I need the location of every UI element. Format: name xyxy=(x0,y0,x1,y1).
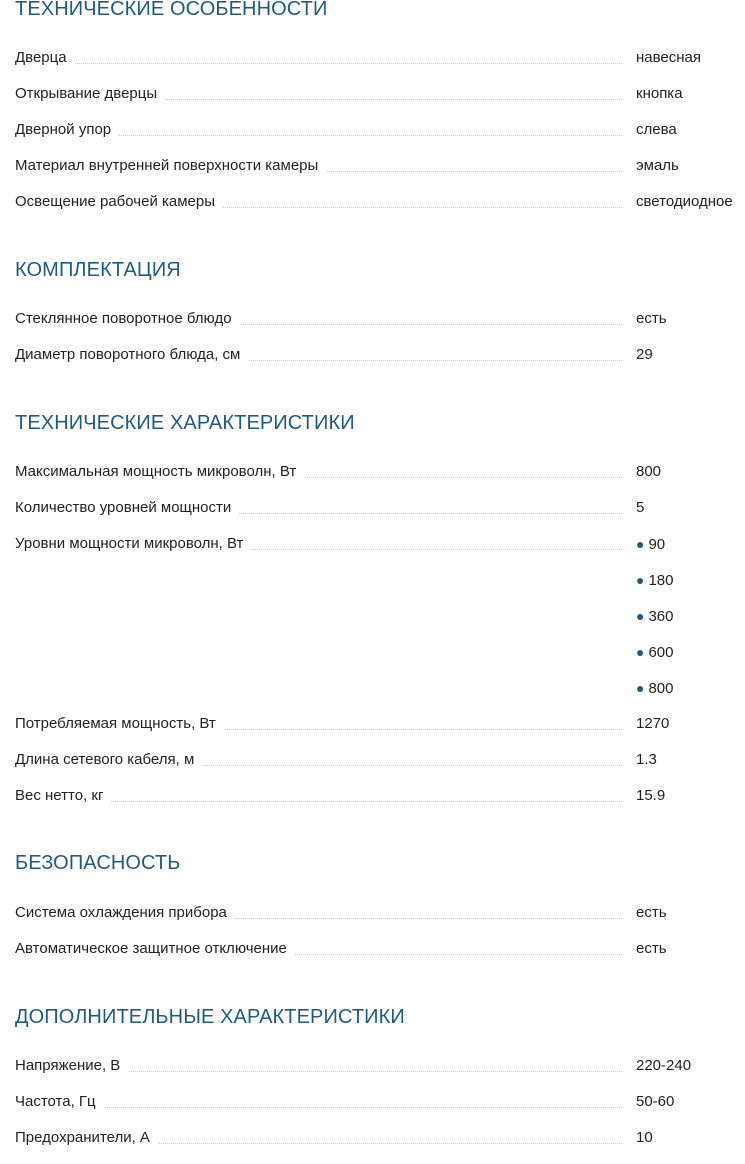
spec-label: Дверца xyxy=(15,48,75,68)
spec-label: Уровни мощности микроволн, Вт xyxy=(15,534,251,554)
spec-list-item xyxy=(636,678,674,699)
spec-label: Открывание дверцы xyxy=(15,84,165,104)
spec-list-item xyxy=(636,570,674,591)
spec-row xyxy=(15,534,745,697)
spec-value: есть xyxy=(636,940,667,957)
bullet-icon: ● xyxy=(636,680,645,696)
section-title: ДОПОЛНИТЕЛЬНЫЕ ХАРАКТЕРИСТИКИ xyxy=(15,1006,405,1028)
spec-row xyxy=(15,84,745,108)
spec-row xyxy=(15,786,745,810)
bullet-icon: ● xyxy=(636,536,645,552)
spec-label: Напряжение, В xyxy=(15,1056,128,1076)
spec-row xyxy=(15,462,745,486)
spec-row xyxy=(15,939,745,963)
spec-label: Количество уровней мощности xyxy=(15,498,239,518)
section-title: КОМПЛЕКТАЦИЯ xyxy=(15,259,181,281)
spec-label: Автоматическое защитное отключение xyxy=(15,939,295,959)
spec-label: Предохранители, А xyxy=(15,1128,158,1148)
spec-label: Стеклянное поворотное блюдо xyxy=(15,309,240,329)
spec-list-value: 600 xyxy=(648,644,674,661)
spec-label: Диаметр поворотного блюда, см xyxy=(15,345,248,365)
spec-list-item xyxy=(636,606,674,627)
spec-row xyxy=(15,309,745,333)
spec-row xyxy=(15,750,745,774)
spec-value: есть xyxy=(636,310,667,327)
section-title: ТЕХНИЧЕСКИЕ ХАРАКТЕРИСТИКИ xyxy=(15,412,355,434)
spec-value: есть xyxy=(636,904,667,921)
spec-list-value: 180 xyxy=(648,572,674,589)
dotted-leader xyxy=(15,63,622,64)
spec-row xyxy=(15,1128,745,1152)
spec-row xyxy=(15,345,745,369)
spec-row xyxy=(15,498,745,522)
spec-list-value: 360 xyxy=(648,608,674,625)
spec-value: 1.3 xyxy=(636,751,657,768)
bullet-icon: ● xyxy=(636,572,645,588)
spec-value: 29 xyxy=(636,346,653,363)
spec-label: Максимальная мощность микроволн, Вт xyxy=(15,462,304,482)
spec-row xyxy=(15,120,745,144)
spec-label: Потребляемая мощность, Вт xyxy=(15,714,224,734)
spec-label: Дверной упор xyxy=(15,120,119,140)
spec-value: кнопка xyxy=(636,85,683,102)
spec-value: эмаль xyxy=(636,157,679,174)
section-title: ТЕХНИЧЕСКИЕ ОСОБЕННОСТИ xyxy=(15,0,328,20)
spec-value: светодиодное xyxy=(636,193,733,210)
spec-value: 10 xyxy=(636,1129,653,1146)
spec-label: Частота, Гц xyxy=(15,1092,104,1112)
spec-label: Вес нетто, кг xyxy=(15,786,111,806)
spec-value: 1270 xyxy=(636,715,670,732)
spec-row xyxy=(15,714,745,738)
spec-row xyxy=(15,192,745,216)
spec-list-item xyxy=(636,534,665,555)
spec-row xyxy=(15,903,745,927)
spec-row xyxy=(15,1056,745,1080)
dotted-leader xyxy=(15,1107,622,1108)
section-title: БЕЗОПАСНОСТЬ xyxy=(15,852,181,874)
spec-list-value: 800 xyxy=(648,680,674,697)
bullet-icon: ● xyxy=(636,608,645,624)
spec-label: Длина сетевого кабеля, м xyxy=(15,750,202,770)
spec-value: 220-240 xyxy=(636,1057,692,1074)
spec-value: 800 xyxy=(636,463,662,480)
spec-value: 15.9 xyxy=(636,787,666,804)
spec-label: Система охлаждения прибора xyxy=(15,903,235,923)
spec-row xyxy=(15,156,745,180)
spec-value: слева xyxy=(636,121,677,138)
spec-list-value: 90 xyxy=(648,536,666,553)
spec-row xyxy=(15,48,745,72)
spec-value: 5 xyxy=(636,499,645,516)
spec-label: Освещение рабочей камеры xyxy=(15,192,223,212)
bullet-icon: ● xyxy=(636,644,645,660)
spec-value: 50-60 xyxy=(636,1093,675,1110)
spec-label: Материал внутренней поверхности камеры xyxy=(15,156,326,176)
spec-list-item xyxy=(636,642,674,663)
spec-value: навесная xyxy=(636,49,702,66)
spec-row xyxy=(15,1092,745,1116)
